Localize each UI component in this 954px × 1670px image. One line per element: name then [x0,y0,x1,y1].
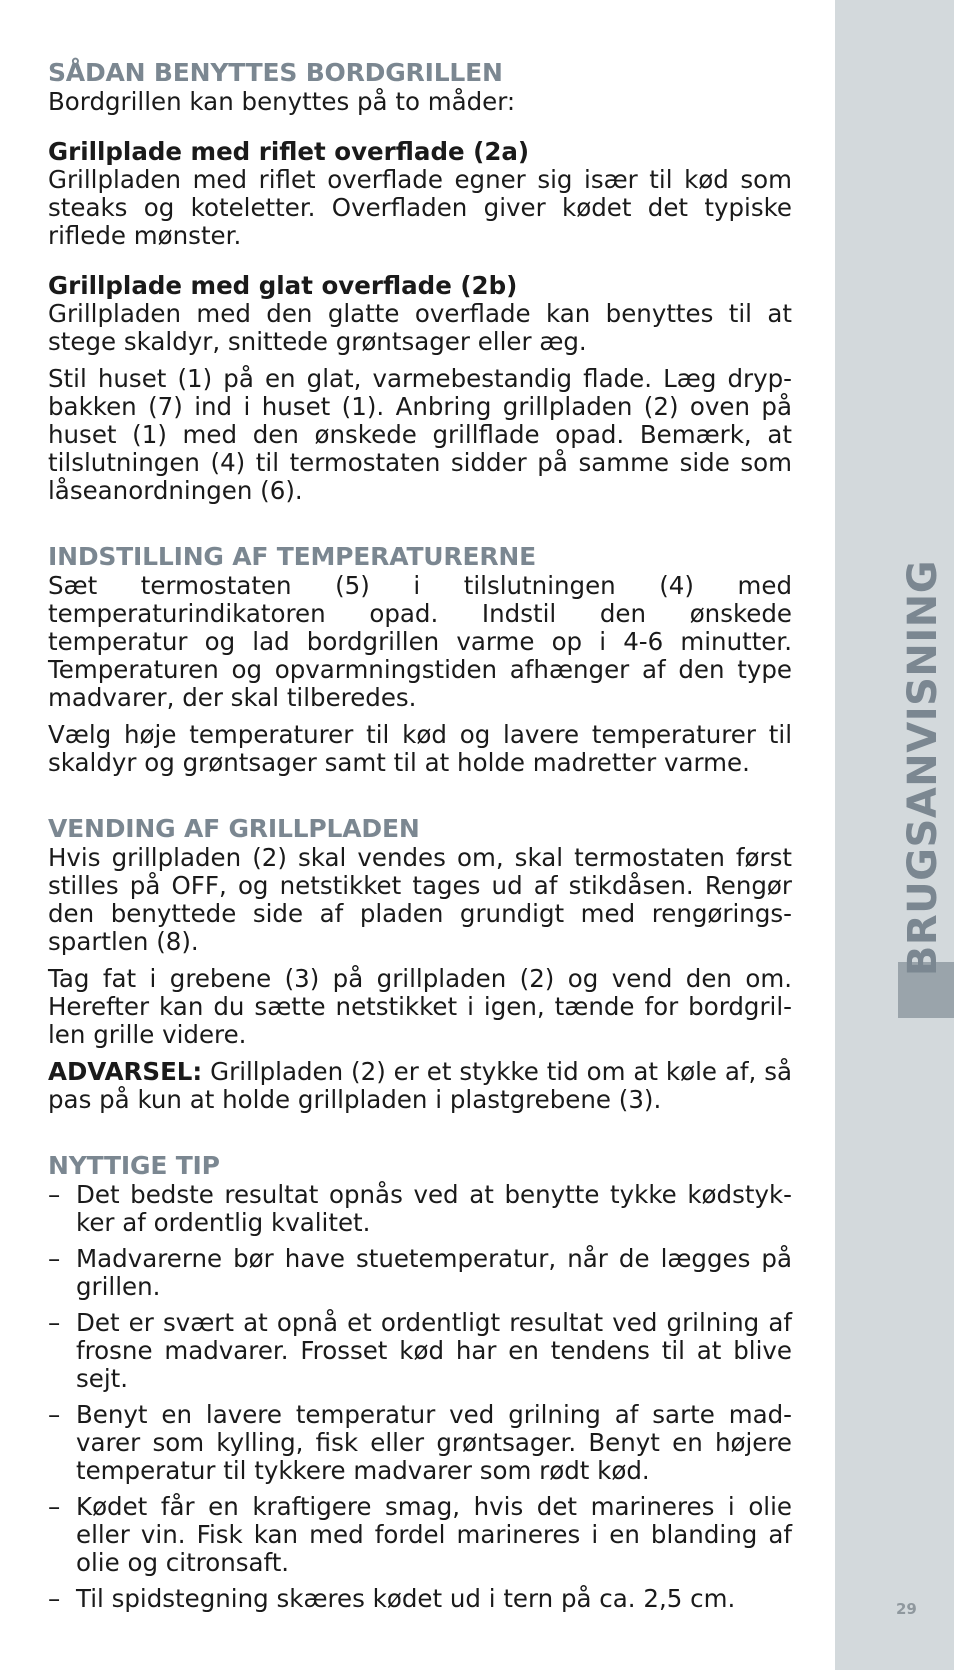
list-item: – Det er svært at opnå et ordentligt resultat ved grilning af frosne madvarer. Frosset kød har en tendens til at blive sejt. [48,1308,792,1393]
flat-plate-text: Grillpladen med den glatte overflade kan benyttes til at stege skaldyr, snittede grøntsager eller æg. [48,299,792,356]
flipping-text-1: Hvis grillpladen (2) skal vendes om, skal termostaten først stilles på OFF, og netstikket tages ud af stikdåsen. Rengør den benyttede side af pladen grundigt med rengøringsspartlen (8). [48,843,792,956]
list-dash: – [48,1308,61,1337]
usage-intro: Bordgrillen kan benyttes på to måder: [48,87,516,116]
list-dash: – [48,1492,61,1521]
section-heading-usage: SÅDAN BENYTTES BORDGRILLEN [48,58,503,87]
list-dash: – [48,1584,61,1613]
list-item: – Kødet får en kraftigere smag, hvis det marineres i olie eller vin. Fisk kan med fordel marineres i en blanding af olie og citronsaft. [48,1492,792,1577]
ribbed-plate-text: Grillpladen med riflet overflade egner sig især til kød som steaks og koteletter. Overfladen giver kødet det typiske riflede mønster. [48,165,792,250]
section-heading-tips: NYTTIGE TIP [48,1151,220,1180]
list-item: – Til spidstegning skæres kødet ud i tern på ca. 2,5 cm. [48,1584,736,1613]
warning-paragraph [48,1058,792,1114]
warning-text: Grillpladen (2) er et stykke tid om at køle af, så pas på kun at holde grillpladen i plastgrebene (3). [48,1057,792,1114]
warning-label: ADVARSEL: [48,1057,203,1086]
flat-plate-title: Grillplade med glat overflade (2b) [48,271,518,300]
sidebar-section-label: BRUGSANVISNING [900,559,946,977]
list-item: – Det bedste resultat opnås ved at benytte tykke kødstykker af ordentlig kvalitet. [48,1180,792,1237]
list-dash: – [48,1180,61,1209]
temperature-text-2: Vælg høje temperaturer til kød og lavere temperaturer til skaldyr og grøntsager samt til at holde madretter varme. [48,720,792,777]
list-item: – Madvarerne bør have stuetemperatur, når de lægges på grillen. [48,1244,792,1301]
tips-list [48,1181,792,1613]
section-heading-flipping: VENDING AF GRILLPLADEN [48,814,420,843]
ribbed-plate-title: Grillplade med riflet overflade (2a) [48,137,530,166]
section-heading-temperature: INDSTILLING AF TEMPERATURERNE [48,542,536,571]
page-content [48,58,792,1621]
flipping-text-2: Tag fat i grebene (3) på grillpladen (2) og vend den om. Herefter kan du sætte netstikket i igen, tænde for bordgrillen grille videre. [48,964,792,1049]
setup-text: Stil huset (1) på en glat, varmebestandig flade. Læg drypbakken (7) ind i huset (1). Anbring grillpladen (2) oven på huset (1) med den ønskede grillflade opad. Bemærk, at tilslutningen (4) til termostaten sidder på samme side som låseanordningen (6). [48,364,792,505]
list-dash: – [48,1244,61,1273]
list-item: – Benyt en lavere temperatur ved grilning af sarte madvarer som kylling, fisk eller grøntsager. Benyt en højere temperatur til tykkere madvarer som rødt kød. [48,1400,792,1485]
page-number: 29 [896,1600,917,1618]
temperature-text-1: Sæt termostaten (5) i tilslutningen (4) med temperaturindikatoren opad. Indstil den ønskede temperatur og lad bordgrillen varme op i 4-6 minutter. Temperaturen og opvarmningstiden afhænger af den type madvarer, der skal tilberedes. [48,571,792,712]
list-dash: – [48,1400,61,1429]
